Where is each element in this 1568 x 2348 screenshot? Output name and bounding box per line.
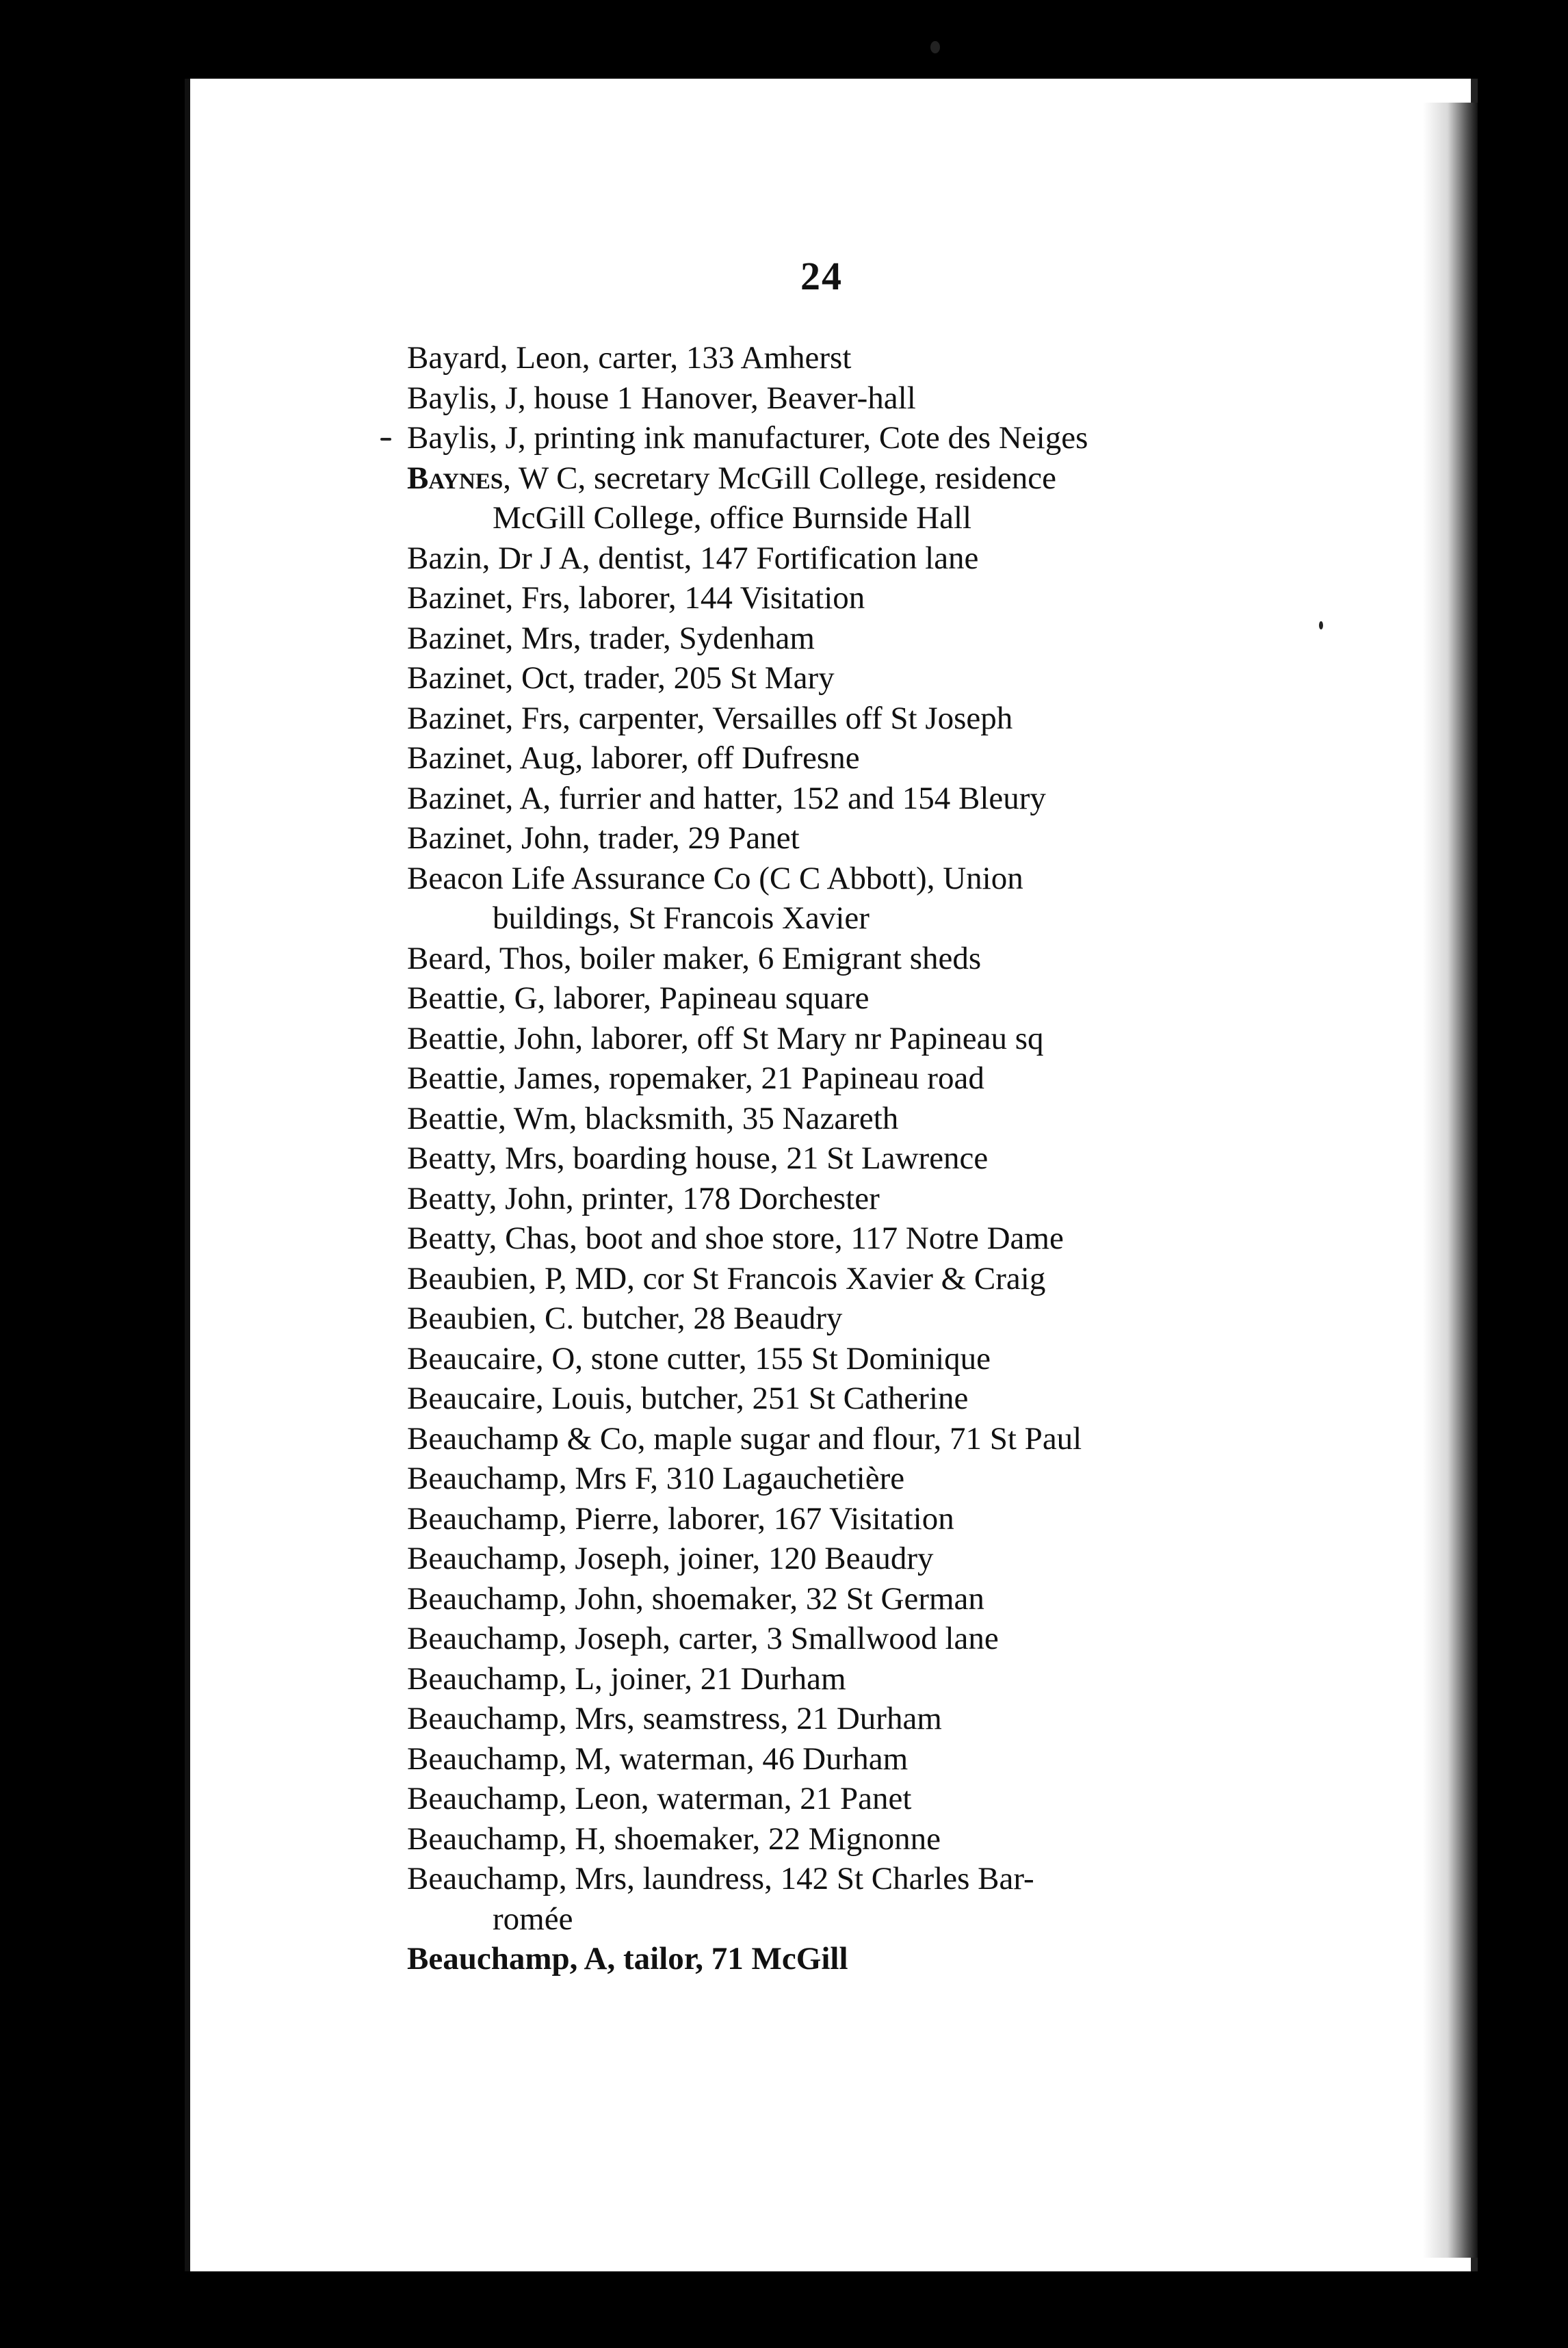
directory-entry xyxy=(407,1179,1324,1219)
entry-continuation-line: buildings, St Francois Xavier xyxy=(493,900,870,936)
ink-speck xyxy=(380,438,391,441)
directory-entries xyxy=(407,338,1324,1979)
entry-line: Beattie, James, ropemaker, 21 Papineau road xyxy=(407,1060,984,1096)
directory-entry xyxy=(407,1859,1324,1939)
page-number: 24 xyxy=(800,254,843,298)
entry-line: Bazinet, Mrs, trader, Sydenham xyxy=(407,620,815,656)
entry-line: Beauchamp, Pierre, laborer, 167 Visitation xyxy=(407,1500,954,1537)
entry-line: Baylis, J, printing ink manufacturer, Cote des Neiges xyxy=(407,420,1088,456)
entry-surname-smallcaps: Baynes xyxy=(407,460,504,496)
directory-entry xyxy=(407,1099,1324,1139)
directory-entry xyxy=(407,939,1324,979)
right-page-gutter xyxy=(1423,103,1478,2258)
directory-entry xyxy=(407,818,1324,859)
entry-line: Bazin, Dr J A, dentist, 147 Fortification lane xyxy=(407,540,979,576)
entry-line: Beatty, Mrs, boarding house, 21 St Lawrence xyxy=(407,1140,989,1176)
directory-entry xyxy=(407,1819,1324,1860)
directory-entry xyxy=(407,1699,1324,1739)
directory-entry xyxy=(407,1939,1324,1979)
directory-entry xyxy=(407,1619,1324,1659)
entry-line: Bazinet, Aug, laborer, off Dufresne xyxy=(407,740,860,776)
directory-entry xyxy=(407,1259,1324,1299)
directory-entry xyxy=(407,578,1324,618)
entry-line: Beauchamp, M, waterman, 46 Durham xyxy=(407,1740,909,1777)
directory-entry xyxy=(407,1339,1324,1379)
entry-line: Beauchamp & Co, maple sugar and flour, 71 St Paul xyxy=(407,1420,1082,1457)
entry-line: Beaucaire, O, stone cutter, 155 St Dominique xyxy=(407,1340,991,1377)
directory-entry xyxy=(407,978,1324,1019)
entry-line: Beard, Thos, boiler maker, 6 Emigrant sheds xyxy=(407,940,982,976)
entry-line: Beauchamp, L, joiner, 21 Durham xyxy=(407,1660,846,1697)
directory-entry xyxy=(407,658,1324,699)
entry-line: Beauchamp, Joseph, joiner, 120 Beaudry xyxy=(407,1541,934,1576)
entry-line: Bazinet, Frs, carpenter, Versailles off St Joseph xyxy=(407,700,1013,736)
entry-line: Beauchamp, Mrs, laundress, 142 St Charles Bar- xyxy=(407,1861,1034,1896)
directory-entry xyxy=(407,538,1324,579)
entry-line: Baylis, J, house 1 Hanover, Beaver-hall xyxy=(407,380,916,416)
directory-entry xyxy=(407,1058,1324,1099)
entry-line: Beauchamp, Mrs, seamstress, 21 Durham xyxy=(407,1701,942,1736)
entry-line: Beauchamp, A, tailor, 71 McGill xyxy=(407,1941,848,1977)
directory-entry xyxy=(407,738,1324,779)
directory-entry xyxy=(407,1379,1324,1419)
directory-entry xyxy=(407,1138,1324,1179)
entry-line: Bazinet, Frs, laborer, 144 Visitation xyxy=(407,580,865,616)
entry-text: , W C, secretary McGill College, residence xyxy=(503,460,1056,496)
directory-entry xyxy=(407,1218,1324,1259)
entry-line: Beaubien, C. butcher, 28 Beaudry xyxy=(407,1301,843,1336)
entry-line xyxy=(407,458,1324,499)
directory-entry xyxy=(407,1459,1324,1499)
directory-entry xyxy=(407,1499,1324,1539)
entry-continuation-line: romée xyxy=(493,1901,573,1937)
entry-line: Bazinet, Oct, trader, 205 St Mary xyxy=(407,660,835,696)
directory-entry xyxy=(407,1419,1324,1459)
ink-speck xyxy=(1319,621,1323,629)
directory-entry xyxy=(407,859,1324,939)
directory-entry xyxy=(407,338,1324,378)
entry-line: Bayard, Leon, carter, 133 Amherst xyxy=(407,340,852,376)
entry-line: Beattie, Wm, blacksmith, 35 Nazareth xyxy=(407,1100,899,1136)
directory-entry xyxy=(407,418,1324,458)
directory-entry xyxy=(407,1539,1324,1579)
directory-entry xyxy=(407,378,1324,419)
directory-entry xyxy=(407,618,1324,659)
entry-line: Beauchamp, H, shoemaker, 22 Mignonne xyxy=(407,1821,941,1857)
directory-entry xyxy=(407,1779,1324,1819)
directory-entry xyxy=(407,699,1324,739)
entry-line: Beauchamp, Leon, waterman, 21 Panet xyxy=(407,1781,912,1816)
directory-entry xyxy=(407,1019,1324,1059)
directory-entry xyxy=(407,1299,1324,1339)
entry-line: Beattie, John, laborer, off St Mary nr Papineau sq xyxy=(407,1020,1044,1056)
directory-entry xyxy=(407,779,1324,819)
entry-line: Beaubien, P, MD, cor St Francois Xavier & Craig xyxy=(407,1260,1046,1296)
entry-continuation-line: McGill College, office Burnside Hall xyxy=(493,500,972,536)
entry-line: Beatty, Chas, boot and shoe store, 117 Notre Dame xyxy=(407,1221,1064,1256)
entry-line: Beattie, G, laborer, Papineau square xyxy=(407,980,870,1016)
entry-line: Beauchamp, John, shoemaker, 32 St German xyxy=(407,1580,984,1617)
ink-speck xyxy=(930,41,940,53)
directory-entry xyxy=(407,1659,1324,1699)
entry-line: Beauchamp, Mrs F, 310 Lagauchetière xyxy=(407,1461,905,1496)
directory-entry xyxy=(407,1579,1324,1619)
entry-line: Beauchamp, Joseph, carter, 3 Smallwood lane xyxy=(407,1621,999,1656)
entry-line: Beaucaire, Louis, butcher, 251 St Catherine xyxy=(407,1381,969,1416)
entry-line: Beatty, John, printer, 178 Dorchester xyxy=(407,1180,880,1216)
directory-entry xyxy=(407,1739,1324,1779)
entry-line: Bazinet, John, trader, 29 Panet xyxy=(407,820,800,856)
entry-line: Beacon Life Assurance Co (C C Abbott), Union xyxy=(407,860,1023,896)
entry-line: Bazinet, A, furrier and hatter, 152 and 154 Bleury xyxy=(407,780,1046,816)
directory-entry xyxy=(407,458,1324,538)
